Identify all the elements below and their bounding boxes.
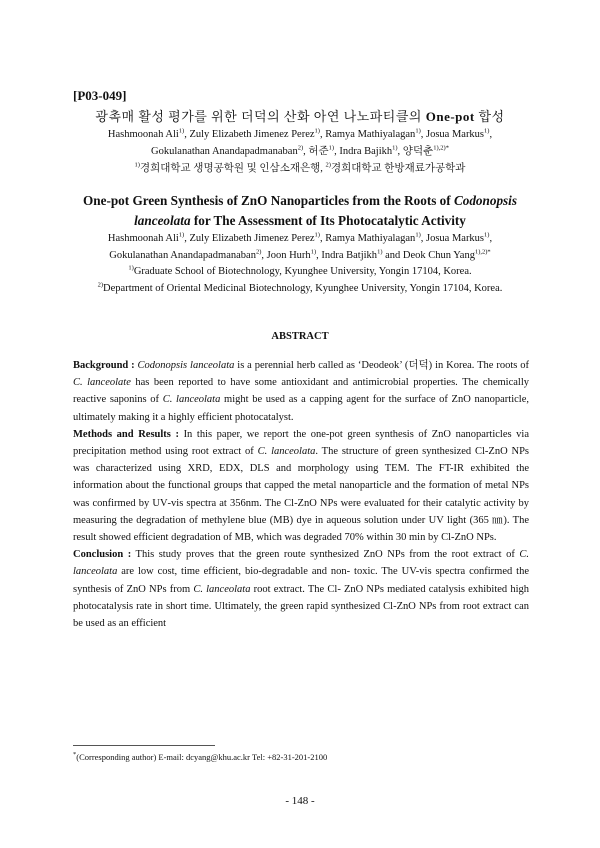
abstract-conclusion — [73, 546, 529, 632]
korean-affiliations — [62, 160, 538, 175]
english-affiliation-2: Department of Oriental Medicinal Biotechnology, Kyunghee University, Yongin 17104, Korea. — [103, 283, 503, 294]
author-sup: 1) — [178, 127, 185, 135]
author-sup: 1),2)* — [474, 248, 491, 256]
author-name: Indra Batjikh — [321, 250, 378, 261]
footnote-text: (Corresponding author) E-mail: dcyang@khu.ac.kr Tel: +82-31-201-2100 — [76, 752, 328, 762]
author-name: Joon Hurh — [266, 250, 311, 261]
author-sup: 1) — [314, 231, 320, 239]
abstract-background — [73, 357, 529, 426]
author-sup: 1),2)* — [433, 144, 449, 152]
abstract-heading: ABSTRACT — [271, 331, 329, 342]
author-name: Hashmoonah Ali — [107, 129, 179, 140]
author-sup: 1) — [328, 144, 335, 152]
author-sup: 1) — [392, 144, 398, 152]
author-sup: 1) — [310, 248, 317, 256]
english-affiliation-1: Graduate School of Biotechnology, Kyunghee University, Yongin 17104, Korea. — [133, 266, 472, 277]
author-name: Gokulanathan Anandapadmanaban — [151, 146, 298, 157]
italic-text: C. lanceolata — [193, 583, 251, 595]
english-authors — [62, 230, 538, 264]
paper-code: [P03-049] — [73, 88, 127, 103]
english-authors-line2: Gokulanathan Anandapadmanaban$^{2)}$, Joon Hurh$^{1)}$, Indra Batjikh$^{1)}$ and Deok Chun Yang$^{1),2)*}$ — [109, 248, 491, 261]
affiliation-sup: 2) — [325, 161, 331, 169]
english-title-italic: lanceolata — [134, 213, 191, 228]
korean-affiliation-2: 경희대학교 한방재료가공학과 — [330, 163, 466, 174]
italic-text: C. lanceolata — [257, 446, 316, 458]
section-label: Background : — [73, 360, 135, 371]
page-number: - 148 - — [285, 795, 315, 807]
italic-text: Codonopsis lanceolata — [137, 360, 235, 371]
korean-title-end: 합성 — [474, 109, 505, 124]
text-run: is a perennial herb called as ‘Deodeok’ (더덕) in Korea. The roots of — [234, 360, 529, 371]
text-run: are low cost, time efficient, bio-degradable and non- toxic. The UV-vis spectra confirmed the synthesis of ZnO NPs from — [73, 566, 529, 595]
english-title-part: One-pot Green Synthesis of ZnO Nanoparticles from the Roots of — [83, 193, 454, 208]
author-name: 허준 — [308, 146, 329, 157]
author-name: Ramya Mathiyalagan — [325, 129, 416, 140]
author-sup: 1) — [415, 231, 421, 239]
footnote — [73, 752, 327, 762]
affiliation-sup: 1) — [134, 161, 140, 169]
korean-affiliation-1: 경희대학교 생명공학원 및 인삼소재은행, — [139, 163, 326, 174]
author-sup: 1) — [484, 127, 490, 135]
author-name: Josua Markus — [425, 233, 485, 244]
affiliation-sup: 1) — [128, 264, 134, 272]
author-name: Josua Markus — [425, 129, 485, 140]
author-name: Deok Chun Yang — [402, 250, 475, 261]
author-sup: 1) — [484, 231, 490, 239]
text-run: In this paper, we report the one-pot green synthesis of ZnO nanoparticles via precipitation method using root extract of — [73, 428, 529, 458]
english-title-part: for The Assessment of Its Photocatalytic Activity — [190, 213, 466, 228]
affiliation-sup: 2) — [97, 281, 104, 289]
english-affiliations — [62, 263, 538, 297]
author-sup: 1) — [415, 127, 421, 135]
korean-title — [70, 106, 530, 125]
author-name: Zuly Elizabeth Jimenez Perez — [189, 129, 315, 140]
author-sup: 1) — [314, 127, 320, 135]
author-sup: 1) — [178, 231, 185, 239]
author-sup: 2) — [297, 144, 304, 152]
text-run: has been reported to have some antioxidant and antimicrobial properties. The chemically reactive saponins of — [73, 377, 529, 406]
background-text — [73, 360, 529, 423]
english-authors-line1: Hashmoonah Ali$^{1)}$, Zuly Elizabeth Jimenez Perez$^{1)}$, Ramya Mathiyalagan$^{1)}$, Josua Markus$^{1)}$, — [107, 231, 493, 244]
section-label: Methods and Results : — [73, 428, 179, 440]
author-name: Hashmoonah Ali — [107, 233, 179, 244]
author-name: Zuly Elizabeth Jimenez Perez — [189, 233, 315, 244]
methods-text — [73, 429, 529, 543]
text-run: . The structure of green synthesized Cl-ZnO NPs was characterized using XRD, EDX, DLS and morphology using TEM. The FT-IR exhibited the information about the functional groups that capped the metal nanoparticle and the formation of metal NPs was confirmed by UV‐vis spectra at 356nm. The Cl-ZnO NPs were evaluated for their catalytic activity by measuring the degradation of methylene blue (MB) dye in aqueous solution under UV light (365 ㎚). The result showed efficient degradation of MB, which was degraded 70% within 30 min by Cl-ZnO NPs. — [73, 446, 529, 544]
english-title-italic: Codonopsis — [453, 193, 517, 208]
korean-authors — [62, 126, 538, 160]
author-name: Ramya Mathiyalagan — [325, 233, 416, 244]
footnote-sup: * — [73, 751, 77, 759]
english-title — [66, 191, 534, 231]
text-run: This study proves that the green route synthesized ZnO NPs from the root extract of — [131, 549, 520, 561]
section-label: Conclusion : — [73, 549, 132, 561]
author-name: 양덕춘 — [402, 146, 434, 157]
author-name: Gokulanathan Anandapadmanaban — [109, 250, 256, 261]
footnote-divider — [73, 745, 215, 746]
italic-text: C. lanceolata — [73, 549, 529, 578]
author-sup: 1) — [377, 248, 383, 256]
abstract-methods — [73, 426, 529, 546]
conclusion-text — [73, 549, 529, 629]
author-sup: 2) — [255, 248, 262, 256]
author-name: Indra Bajikh — [339, 146, 393, 157]
korean-title-bold: One-pot — [425, 109, 475, 124]
abstract-body — [73, 357, 529, 632]
text-run: root extract. The Cl- ZnO NPs mediated catalysis exhibited high photocatalysis rate in short time. Ultimately, the green rapid synthesized Cl-ZnO NPs from root extract can be used as an efficient — [73, 583, 530, 630]
korean-title-main: 광촉매 활성 평가를 위한 더덕의 산화 아연 나노파티클의 — [95, 109, 426, 124]
italic-text: C. lanceolata — [162, 394, 221, 406]
korean-authors-line2: Gokulanathan Anandapadmanaban$^{2)}$, 허준$^{1)}$, Indra Bajikh$^{1)}$, 양덕춘$^{1),2)*}$ — [151, 144, 449, 157]
text-run: might be used as a capping agent for the surface of ZnO nanoparticle, ultimately making it a highly efficient photocatalyst. — [73, 394, 529, 423]
italic-text: C. lanceolate — [73, 377, 131, 389]
korean-authors-line1: Hashmoonah Ali$^{1)}$, Zuly Elizabeth Jimenez Perez$^{1)}$, Ramya Mathiyalagan$^{1)}$, Josua Markus$^{1)}$, — [107, 127, 493, 140]
